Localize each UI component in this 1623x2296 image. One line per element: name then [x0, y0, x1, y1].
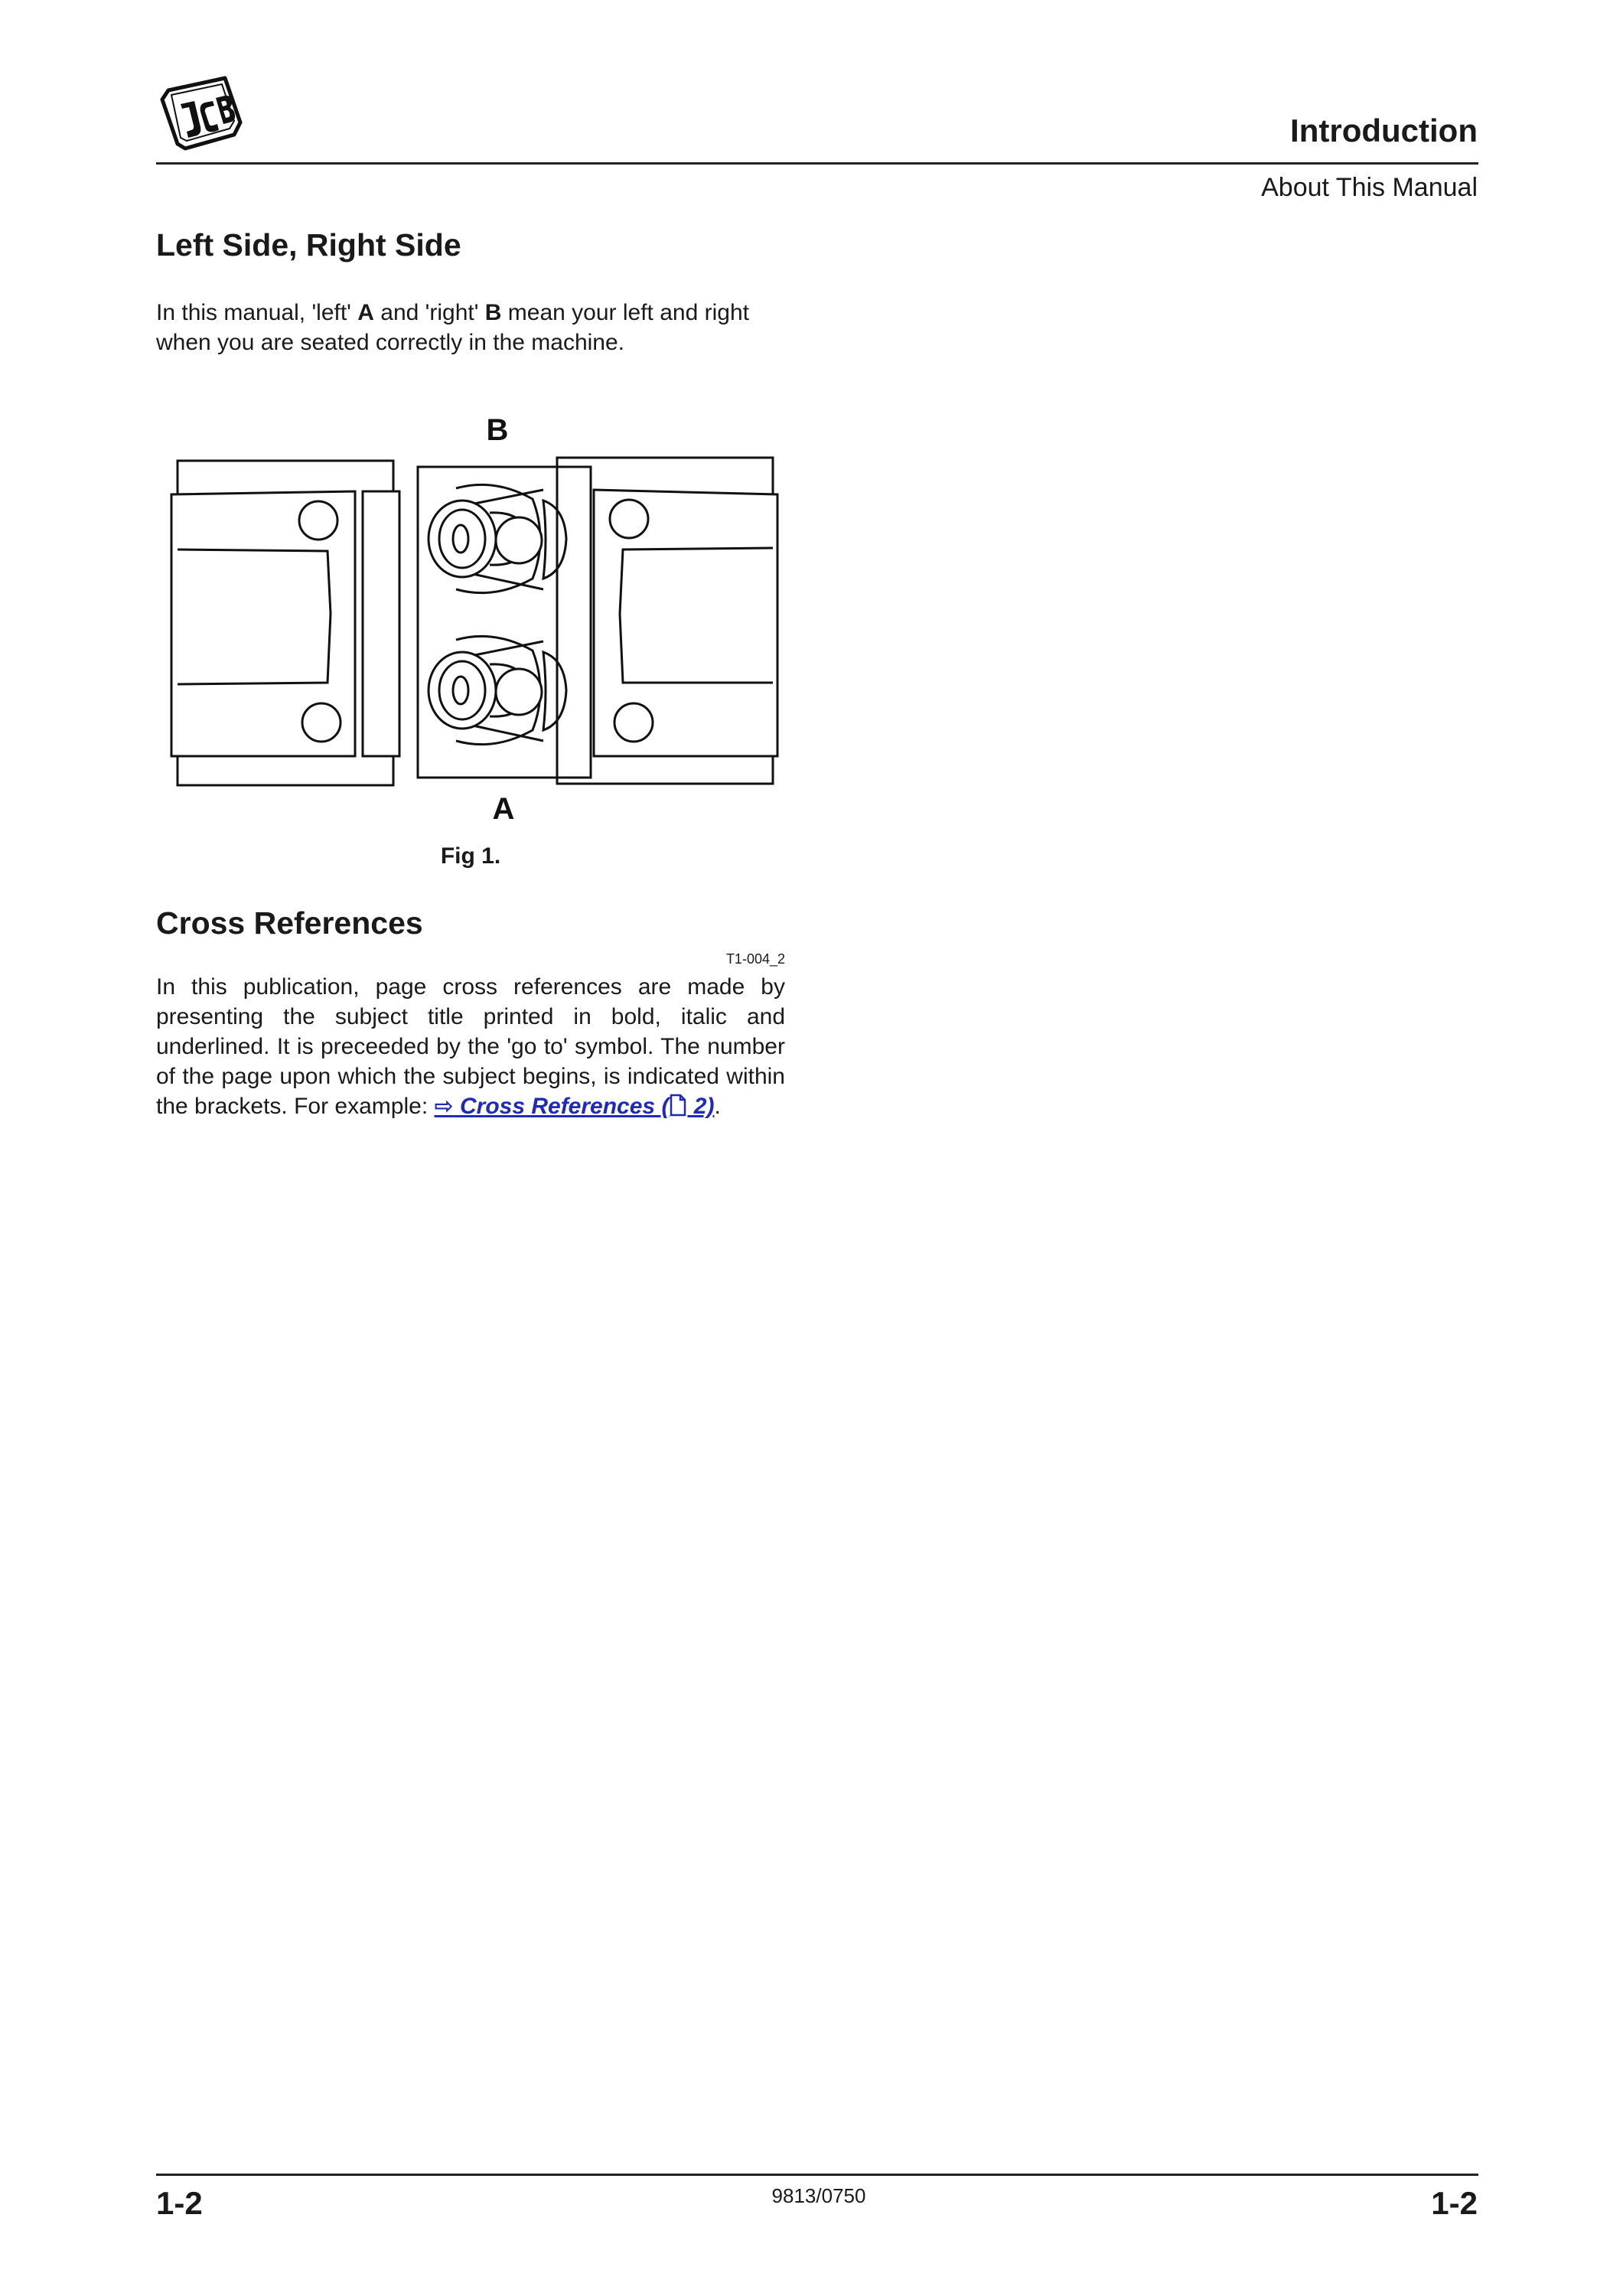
paragraph-cross-references	[156, 972, 785, 1121]
document-code: 9813/0750	[771, 2184, 866, 2207]
heading-left-side-right-side: Left Side, Right Side	[156, 227, 461, 263]
paragraph-left-right	[156, 298, 785, 357]
text-segment: .	[714, 1094, 721, 1119]
figure-label-a: A	[492, 792, 515, 826]
link-text: Cross References (	[453, 1094, 670, 1119]
page-icon	[669, 1094, 687, 1117]
section-subtitle: About This Manual	[1261, 173, 1478, 202]
go-to-arrow-icon: ⇨	[434, 1094, 454, 1119]
figure-label-b: B	[486, 413, 509, 447]
link-page-number: 2)	[687, 1094, 715, 1119]
page-number-left: 1-2	[156, 2185, 203, 2221]
bold-letter-b: B	[484, 300, 502, 325]
text-segment: and 'right'	[373, 300, 485, 325]
cross-reference-link[interactable]	[435, 1094, 715, 1119]
figure-caption: Fig 1.	[440, 843, 501, 869]
heading-cross-references: Cross References	[156, 905, 423, 941]
bold-letter-a: A	[357, 300, 374, 325]
page-number-right: 1-2	[1431, 2185, 1478, 2221]
text-segment: mean your left and right when you are seated correctly in the machine.	[156, 300, 749, 355]
footer-rule	[156, 2174, 1478, 2176]
figure-operator-top-view	[161, 413, 788, 827]
text-segment: In this publication, page cross references are made by presenting the subject title printed in bold, italic and underlined. It is preceeded by the 'go to' symbol. The number of the page upon which the subject begins, is indicated within the brackets. For example:	[156, 974, 785, 1119]
reference-code: T1-004_2	[725, 951, 785, 967]
header-rule	[156, 162, 1478, 165]
text-segment: In this manual, 'left'	[156, 300, 358, 325]
chapter-title: Introduction	[1290, 113, 1478, 148]
jcb-logo	[155, 73, 243, 153]
